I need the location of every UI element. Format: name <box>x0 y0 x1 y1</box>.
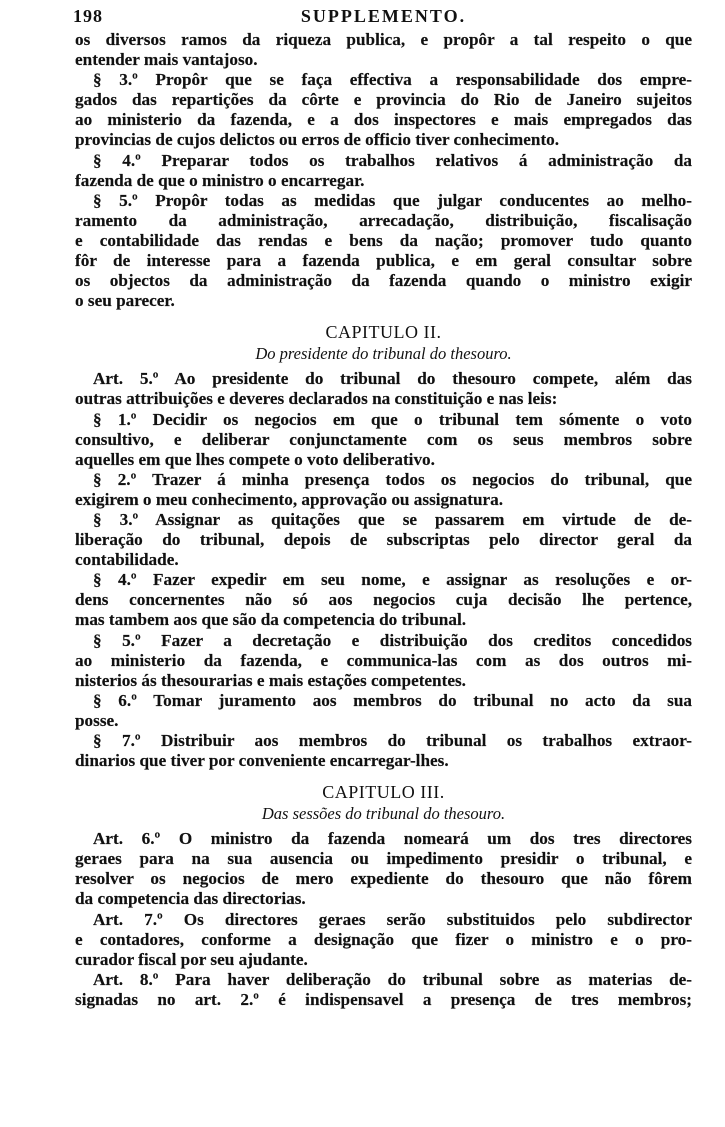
running-header <box>75 4 692 30</box>
text-line: § 4.º Fazer expedir em seu nome, e assignar as resoluções e or- <box>93 570 692 590</box>
text-line: posse. <box>75 710 119 730</box>
chapter-heading: CAPITULO III. <box>322 782 445 803</box>
paragraph <box>75 970 692 1010</box>
text-line: § 1.º Decidir os negocios em que o tribunal tem sómente o voto <box>93 409 692 429</box>
paragraph <box>75 369 692 409</box>
text-line: fazenda de que o ministro o encarregar. <box>75 170 365 190</box>
text-line: § 3.º Assignar as quitações que se passarem em virtude de de- <box>93 509 692 529</box>
document-body <box>75 30 692 1010</box>
text-line: Art. 5.º Ao presidente do tribunal do thesouro compete, além das <box>93 369 692 389</box>
paragraph <box>75 510 692 570</box>
text-line: dinarios que tiver por conveniente encarregar-lhes. <box>75 751 449 771</box>
paragraph <box>75 829 692 909</box>
text-line: gados das repartições da côrte e provincia do Rio de Janeiro sujeitos <box>75 90 692 110</box>
text-line: os diversos ramos da riqueza publica, e propôr a tal respeito o que <box>75 30 692 49</box>
text-line: Art. 6.º O ministro da fazenda nomeará um dos tres directores <box>93 829 692 849</box>
text-line: o seu parecer. <box>75 291 175 311</box>
text-line: § 2.º Trazer á minha presença todos os negocios do tribunal, que <box>93 469 692 489</box>
text-line: nisterios ás thesourarias e mais estações competentes. <box>75 670 466 690</box>
paragraph <box>75 731 692 771</box>
paragraph <box>75 70 692 150</box>
paragraph <box>75 30 692 70</box>
text-line: ao ministerio da fazenda, e communica-las com as dos outros mi- <box>75 650 692 670</box>
text-line: exigirem o meu conhecimento, approvação ou assignatura. <box>75 489 504 509</box>
text-line: § 3.º Propôr que se faça effectiva a responsabilidade dos empre- <box>93 70 692 90</box>
paragraph <box>75 691 692 731</box>
paragraph <box>75 151 692 191</box>
text-line: mas tambem aos que são da competencia do tribunal. <box>75 610 467 630</box>
text-line: e contadores, conforme a designação que fizer o ministro e o pro- <box>75 929 692 949</box>
text-line: dens concernentes não só aos negocios cuja decisão lhe pertence, <box>75 590 692 610</box>
chapter-subtitle: Das sessões do tribunal do thesouro. <box>261 804 506 824</box>
text-line: curador fiscal por seu ajudante. <box>75 949 308 969</box>
text-line: ao ministerio da fazenda, e a dos inspectores e mais empregados das <box>75 110 692 130</box>
text-line: § 5.º Propôr todas as medidas que julgar conducentes ao melho- <box>93 190 692 210</box>
paragraph <box>75 631 692 691</box>
paragraph <box>75 910 692 970</box>
chapter-subtitle: Do presidente do tribunal do thesouro. <box>255 344 512 364</box>
document-page <box>75 4 692 1010</box>
text-line: fôr de interesse para a fazenda publica, e em geral consultar sobre <box>75 251 692 271</box>
text-line: § 5.º Fazer a decretação e distribuição dos creditos concedidos <box>93 630 692 650</box>
text-line: Art. 8.º Para haver deliberação do tribunal sobre as materias de- <box>93 969 692 989</box>
text-line: outras attribuições e deveres declarados na constituição e nas leis: <box>75 389 558 409</box>
paragraph <box>75 470 692 510</box>
paragraph <box>75 191 692 312</box>
running-title: SUPPLEMENTO. <box>300 6 467 26</box>
paragraph <box>75 410 692 470</box>
text-line: liberação do tribunal, depois de subscriptas pelo director geral da <box>75 530 692 550</box>
text-line: § 4.º Preparar todos os trabalhos relativos á administração da <box>93 150 692 170</box>
paragraph <box>75 570 692 630</box>
text-line: consultivo, e deliberar conjunctamente com os seus membros sobre <box>75 429 692 449</box>
chapter-heading: CAPITULO II. <box>325 322 442 343</box>
text-line: contabilidade. <box>75 550 179 570</box>
text-line: ramento da administração, arrecadação, distribuição, fiscalisação <box>75 210 692 230</box>
text-line: § 6.º Tomar juramento aos membros do tribunal no acto da sua <box>93 690 692 710</box>
text-line: entender mais vantajoso. <box>75 50 258 70</box>
text-line: signadas no art. 2.º é indispensavel a presença de tres membros; <box>75 989 692 1009</box>
text-line: resolver os negocios de mero expediente do thesouro que não fôrem <box>75 869 692 889</box>
text-line: provincias de cujos delictos ou erros de officio tiver conhecimento. <box>75 130 560 150</box>
text-line: os objectos da administração da fazenda quando o ministro exigir <box>75 271 692 291</box>
text-line: e contabilidade das rendas e bens da nação; promover tudo quanto <box>75 230 692 250</box>
text-line: aquelles em que lhes compete o voto deliberativo. <box>75 449 435 469</box>
text-line: § 7.º Distribuir aos membros do tribunal os trabalhos extraor- <box>93 731 692 750</box>
text-line: da competencia das directorias. <box>75 889 306 909</box>
page-number: 198 <box>73 6 103 26</box>
text-line: geraes para na sua ausencia ou impedimento presidir o tribunal, e <box>75 849 692 869</box>
text-line: Art. 7.º Os directores geraes serão substituidos pelo subdirector <box>93 909 692 929</box>
